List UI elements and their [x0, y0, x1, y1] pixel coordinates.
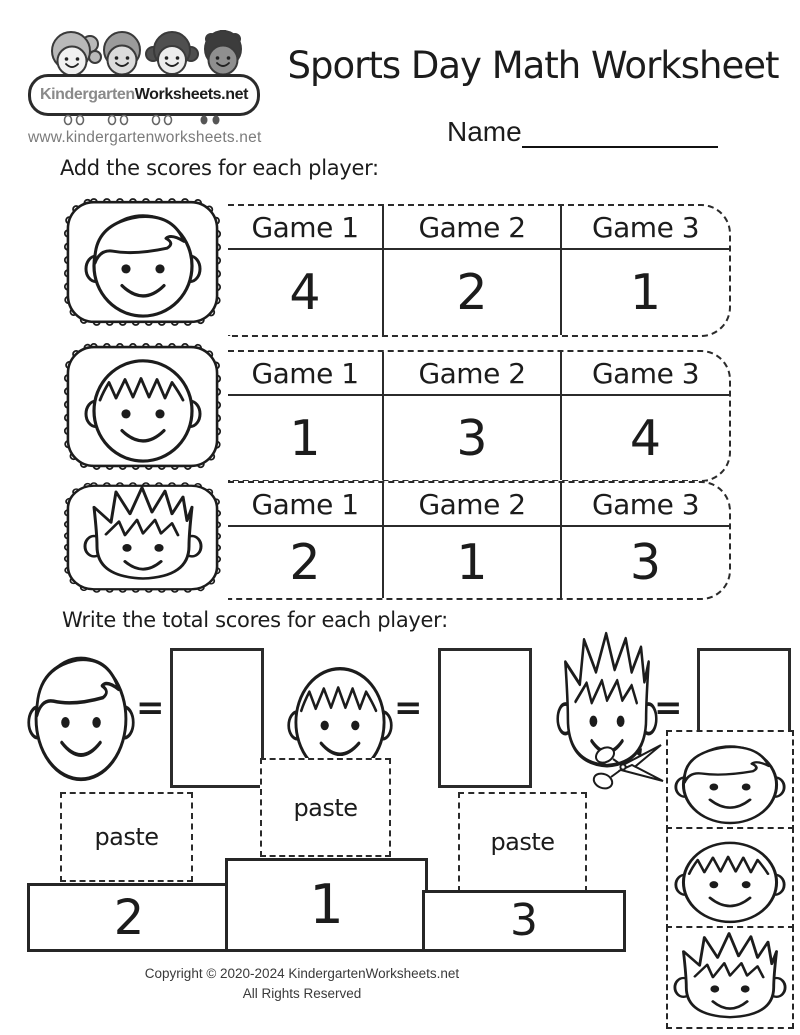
page-title: Sports Day Math Worksheet	[287, 44, 779, 87]
boy-zigzag-bangs-face-icon	[83, 347, 203, 465]
cutout-box-player-2	[666, 827, 794, 930]
copyright-line: Copyright © 2020-2024 KindergartenWorksheets.net	[144, 966, 460, 981]
podium-step-second-place	[27, 883, 231, 952]
boy-swoosh-hair-face-icon	[83, 202, 203, 320]
add-scores-instruction: Add the scores for each player:	[60, 156, 379, 180]
game-header: Game 2	[384, 206, 560, 250]
player-3-photo-frame	[57, 477, 228, 598]
score-value: 3	[629, 534, 662, 591]
game-header: Game 1	[228, 206, 382, 250]
score-table-player-1	[228, 204, 731, 337]
podium-rank: 1	[309, 873, 344, 936]
paste-box-second-place	[60, 792, 193, 882]
footer	[72, 964, 532, 1003]
name-blank-line	[522, 114, 718, 148]
score-value: 1	[289, 409, 321, 467]
paste-label: paste	[490, 828, 555, 856]
logo-sign	[28, 74, 260, 116]
boy-zigzag-bangs-face-icon	[673, 832, 787, 925]
table-column	[228, 483, 382, 598]
equals-sign: =	[394, 688, 423, 728]
podium-step-third-place	[422, 890, 626, 952]
score-table-player-2	[228, 350, 731, 482]
game-header: Game 1	[228, 352, 382, 396]
rights-line: All Rights Reserved	[242, 985, 362, 1001]
total-answer-box-player-2	[438, 648, 532, 788]
paste-label: paste	[293, 793, 358, 822]
name-label: Name	[447, 116, 522, 147]
game-header: Game 1	[228, 483, 382, 527]
score-table-player-3	[228, 481, 731, 600]
score-value: 2	[289, 534, 321, 591]
cutout-box-player-1	[666, 730, 794, 831]
table-column	[228, 206, 382, 335]
boy-swoosh-hair-face-icon	[673, 736, 787, 826]
boy-spiky-hair-face-icon	[83, 485, 203, 587]
boy-swoosh-hair-face-icon	[26, 642, 136, 784]
site-logo	[28, 30, 264, 155]
paste-box-third-place	[458, 792, 587, 892]
name-field	[447, 114, 718, 148]
game-header: Game 3	[562, 206, 729, 250]
game-header: Game 3	[562, 483, 729, 527]
podium-rank: 2	[113, 889, 145, 946]
equals-sign: =	[136, 688, 165, 728]
table-column	[560, 483, 729, 598]
boy-spiky-hair-face-icon	[673, 931, 787, 1025]
table-column	[228, 352, 382, 480]
podium-rank: 3	[510, 895, 538, 946]
game-header: Game 3	[562, 352, 729, 396]
equals-sign: =	[654, 688, 683, 728]
cutout-box-player-3	[666, 926, 794, 1029]
paste-box-first-place	[260, 758, 391, 857]
table-column	[560, 206, 729, 335]
paste-label: paste	[94, 823, 159, 851]
score-value: 2	[456, 264, 488, 321]
table-column	[382, 206, 560, 335]
scissors-icon	[591, 737, 667, 797]
score-value: 3	[456, 409, 488, 467]
score-value: 4	[629, 409, 662, 467]
logo-url: www.kindergartenworksheets.net	[28, 129, 262, 146]
player-1-photo-frame	[57, 192, 228, 332]
score-value: 1	[456, 534, 488, 591]
totals-instruction: Write the total scores for each player:	[62, 608, 448, 632]
game-header: Game 2	[384, 352, 560, 396]
score-value: 4	[289, 264, 321, 321]
brand-prefix: Kindergarten	[39, 86, 135, 103]
score-value: 1	[629, 264, 662, 321]
game-header: Game 2	[384, 483, 560, 527]
table-column	[560, 352, 729, 480]
brand-suffix: Worksheets.net	[134, 86, 249, 103]
kids-feet-icon	[56, 114, 236, 126]
table-column	[382, 483, 560, 598]
podium-step-first-place	[225, 858, 428, 952]
player-2-photo-frame	[57, 337, 228, 476]
total-answer-box-player-1	[170, 648, 264, 788]
table-column	[382, 352, 560, 480]
